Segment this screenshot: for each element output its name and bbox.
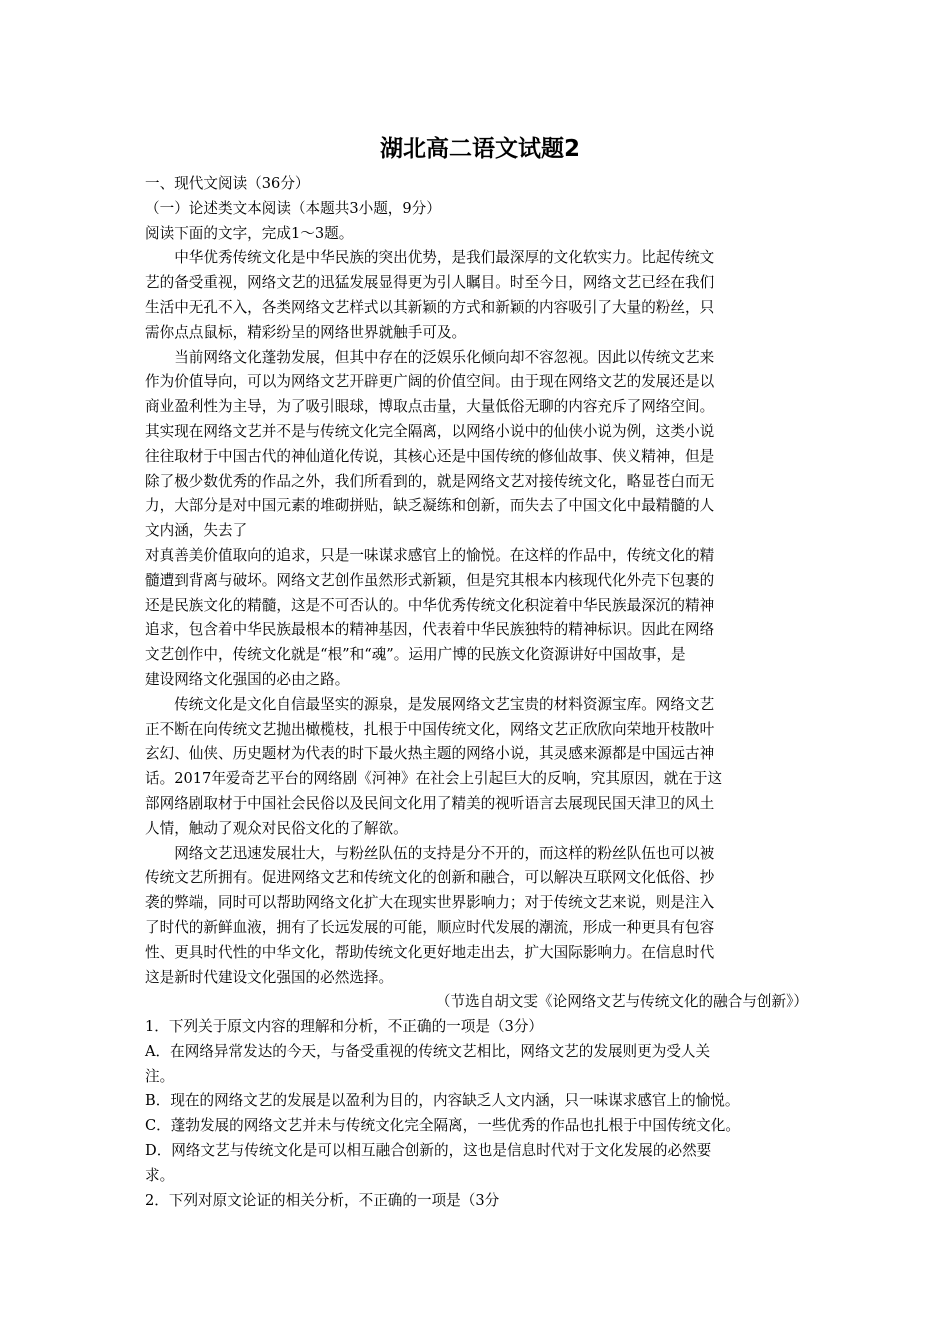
- paragraph-1: [145, 246, 810, 345]
- option-text: C．蓬勃发展的网络文艺并未与传统文化完全隔离，一些优秀的作品也扎根于中国传统文化。: [145, 1117, 740, 1135]
- text-line: 传统文艺所拥有。促进网络文艺和传统文化的创新和融合，可以解决互联网文化低俗、抄: [145, 869, 715, 887]
- text-line: 建设网络文化强国的必由之路。: [145, 670, 350, 688]
- text-line: 部网络剧取材于中国社会民俗以及民间文化用了精美的视听语言去展现民国天津卫的风土: [145, 794, 715, 812]
- text-line: 对真善美价值取向的追求，只是一味谋求感官上的愉悦。在这样的作品中，传统文化的精: [145, 546, 715, 564]
- option-c: [145, 1114, 810, 1139]
- text-line: 作为价值导向，可以为网络文艺开辟更广阔的价值空间。由于现在网络文艺的发展还是以: [145, 373, 715, 391]
- reading-instruction: 阅读下面的文字，完成1～3题。: [145, 224, 354, 242]
- question-2: [145, 1189, 810, 1214]
- text-line: 艺的备受重视，网络文艺的迅猛发展显得更为引人瞩目。时至今日，网络文艺已经在我们: [145, 274, 715, 292]
- option-text: 求。: [145, 1166, 175, 1184]
- text-line: 人情，触动了观众对民俗文化的了解欲。: [145, 819, 408, 837]
- option-a: [145, 1040, 810, 1090]
- question-stem: [145, 1189, 810, 1214]
- option-text: B．现在的网络文艺的发展是以盈利为目的，内容缺乏人文内涵，只一味谋求感官上的愉悦。: [145, 1092, 740, 1110]
- text-line: 中华优秀传统文化是中华民族的突出优势，是我们最深厚的文化软实力。比起传统文: [174, 249, 715, 267]
- text-line: 追求，包含着中华民族最根本的精神基因，代表着中华民族独特的精神标识。因此在网络: [145, 621, 715, 639]
- text-line: 传统文化是文化自信最坚实的源泉，是发展网络文艺宝贵的材料资源宝库。网络文艺: [174, 695, 715, 713]
- text-line: 商业盈利性为主导，为了吸引眼球，博取点击量，大量低俗无聊的内容充斥了网络空间。: [145, 398, 715, 416]
- paragraph-5: [145, 842, 810, 991]
- subsection-heading: （一）论述类文本阅读（本题共3小题，9分）: [145, 199, 441, 217]
- text-line: 了时代的新鲜血液，拥有了长远发展的可能，顺应时代发展的潮流，形成一种更具有包容: [145, 918, 715, 936]
- document-title: 湖北高二语文试题2: [379, 136, 580, 162]
- text-line: 文艺创作中，传统文化就是“根”和“魂”。运用广博的民族文化资源讲好中国故事，是: [145, 646, 686, 664]
- article-body: [145, 246, 810, 990]
- option-text: A．在网络异常发达的今天，与备受重视的传统文艺相比，网络文艺的发展则更为受人关: [145, 1042, 711, 1060]
- text-line: 除了极少数优秀的作品之外，我们所看到的，就是网络文艺对接传统文化，略显苍白而无: [145, 472, 715, 490]
- option-d: [145, 1139, 810, 1189]
- text-line: 话。2017年爱奇艺平台的网络剧《河神》在社会上引起巨大的反响，究其原因，就在于这: [145, 770, 723, 788]
- text-line: 玄幻、仙侠、历史题材为代表的时下最火热主题的网络小说，其灵感来源都是中国远古神: [145, 745, 715, 763]
- text-line: 当前网络文化蓬勃发展，但其中存在的泛娱乐化倾向却不容忽视。因此以传统文艺来: [174, 348, 715, 366]
- question-stem: [145, 1015, 810, 1040]
- text-line: 性、更具时代性的中华文化，帮助传统文化更好地走出去，扩大国际影响力。在信息时代: [145, 943, 715, 961]
- option-text: D．网络文艺与传统文化是可以相互融合创新的，这也是信息时代对于文化发展的必然要: [145, 1142, 712, 1160]
- text-line: 这是新时代建设文化强国的必然选择。: [145, 968, 394, 986]
- section-heading: 一、现代文阅读（36分）: [145, 175, 310, 192]
- paragraph-4: [145, 693, 810, 842]
- question-stem-text: 1．下列关于原文内容的理解和分析，不正确的一项是（3分）: [145, 1018, 544, 1036]
- text-line: 网络文艺迅速发展壮大，与粉丝队伍的支持是分不开的，而这样的粉丝队伍也可以被: [174, 844, 715, 862]
- paragraph-2: [145, 346, 810, 544]
- text-line: 正不断在向传统文艺抛出橄榄枝，扎根于中国传统文化，网络文艺正欣欣向荣地开枝散叶: [145, 720, 715, 738]
- question-1: [145, 1015, 810, 1189]
- text-line: 袭的弊端，同时可以帮助网络文化扩大在现实世界影响力；对于传统文艺来说，则是注入: [145, 894, 715, 912]
- text-line: 髓遭到背离与破坏。网络文艺创作虽然形式新颖，但是究其根本内核现代化外壳下包裹的: [145, 571, 715, 589]
- document-page: [145, 132, 810, 1213]
- option-b: [145, 1089, 810, 1114]
- text-line: 还是民族文化的精髓，这是不可否认的。中华优秀传统文化积淀着中华民族最深沉的精神: [145, 596, 715, 614]
- question-stem-text: 2．下列对原文论证的相关分析，不正确的一项是（3分: [145, 1191, 500, 1209]
- paragraph-3: [145, 544, 810, 693]
- text-line: 文内涵，失去了: [145, 522, 248, 540]
- text-line: 需你点点鼠标，精彩纷呈的网络世界就触手可及。: [145, 323, 467, 341]
- text-line: 生活中无孔不入，各类网络文艺样式以其新颖的方式和新颖的内容吸引了大量的粉丝，只: [145, 298, 715, 316]
- text-line: 其实现在网络文艺并不是与传统文化完全隔离，以网络小说中的仙侠小说为例，这类小说: [145, 422, 715, 440]
- option-text: 注。: [145, 1067, 175, 1085]
- text-line: 往往取材于中国古代的神仙道化传说，其核心还是中国传统的修仙故事、侠义精神，但是: [145, 447, 715, 465]
- text-line: 力，大部分是对中国元素的堆砌拼贴，缺乏凝练和创新，而失去了中国文化中最精髓的人: [145, 497, 715, 515]
- article-source: （节选自胡文雯《论网络文艺与传统文化的融合与创新》）: [435, 993, 808, 1011]
